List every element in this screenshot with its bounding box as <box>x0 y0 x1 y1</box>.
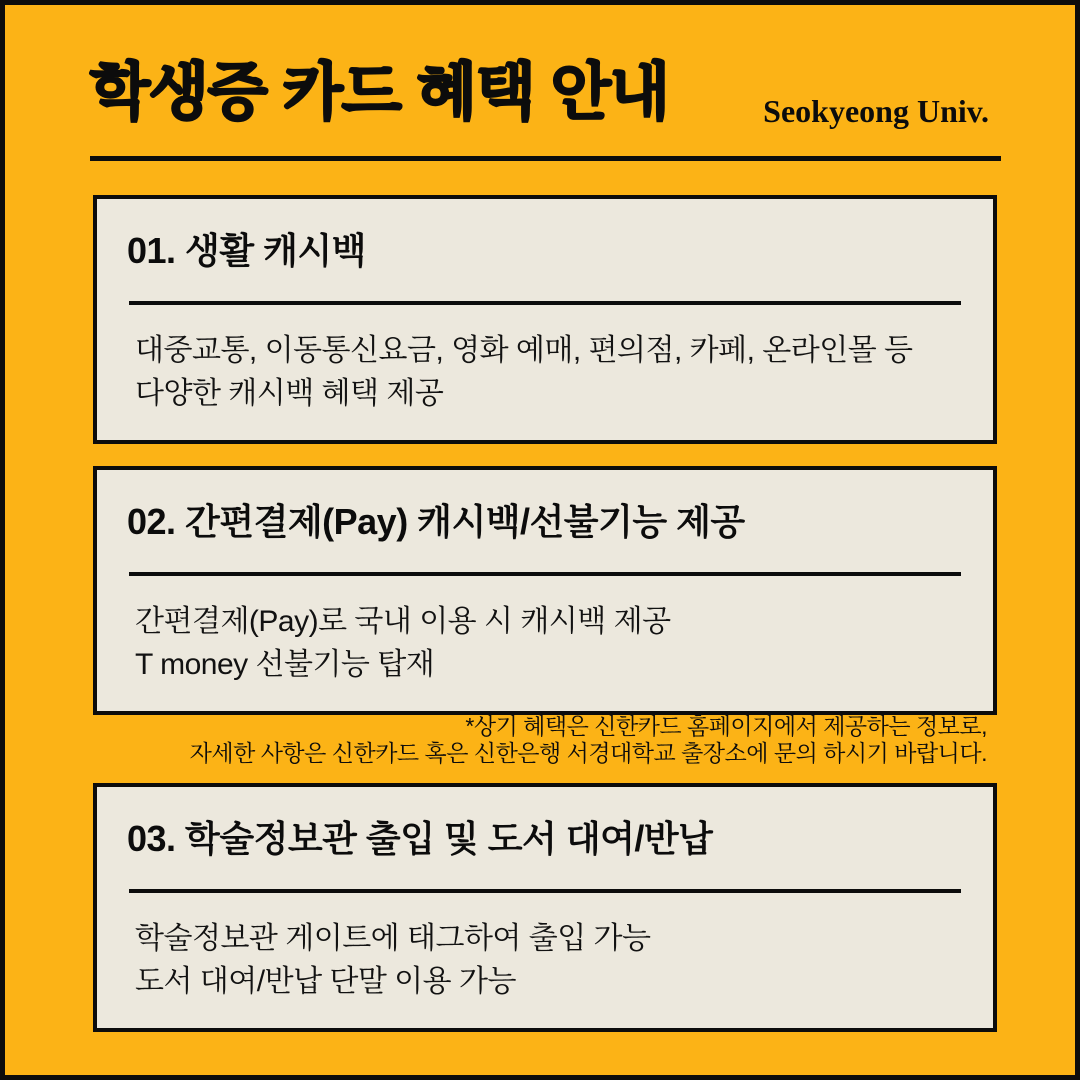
benefit-card-02 <box>93 466 997 715</box>
university-name: Seokyeong Univ. <box>763 93 989 129</box>
benefit-line: 간편결제(Pay)로 국내 이용 시 캐시백 제공 <box>135 605 671 638</box>
benefit-line: 학술정보관 게이트에 태그하여 출입 가능 <box>135 922 651 955</box>
card-divider <box>129 572 961 576</box>
disclaimer-note <box>93 713 987 767</box>
benefit-card-01 <box>93 195 997 444</box>
benefit-card-03 <box>93 783 997 1032</box>
benefit-card-01-heading: 01. 생활 캐시백 <box>127 230 366 271</box>
title-divider <box>90 156 1001 161</box>
benefit-card-02-body <box>135 600 973 686</box>
page-title: 학생증 카드 혜택 안내 <box>90 58 669 127</box>
benefit-line: 다양한 캐시백 혜택 제공 <box>135 377 444 410</box>
disclaimer-line: 자세한 사항은 신한카드 혹은 신한은행 서경대학교 출장소에 문의 하시기 바랍니다. <box>189 740 987 766</box>
benefit-card-02-heading: 02. 간편결제(Pay) 캐시백/선불기능 제공 <box>127 501 745 542</box>
benefit-card-03-body <box>135 917 973 1003</box>
benefit-line: 대중교통, 이동통신요금, 영화 예매, 편의점, 카페, 온라인몰 등 <box>135 334 913 367</box>
disclaimer-line: *상기 혜택은 신한카드 홈페이지에서 제공하는 정보로, <box>465 713 987 739</box>
benefit-line: 도서 대여/반납 단말 이용 가능 <box>135 965 516 998</box>
card-divider <box>129 301 961 305</box>
benefit-card-03-heading: 03. 학술정보관 출입 및 도서 대여/반납 <box>127 818 713 859</box>
benefit-card-01-body <box>135 329 973 415</box>
benefit-line: T money 선불기능 탑재 <box>135 648 435 681</box>
card-divider <box>129 889 961 893</box>
